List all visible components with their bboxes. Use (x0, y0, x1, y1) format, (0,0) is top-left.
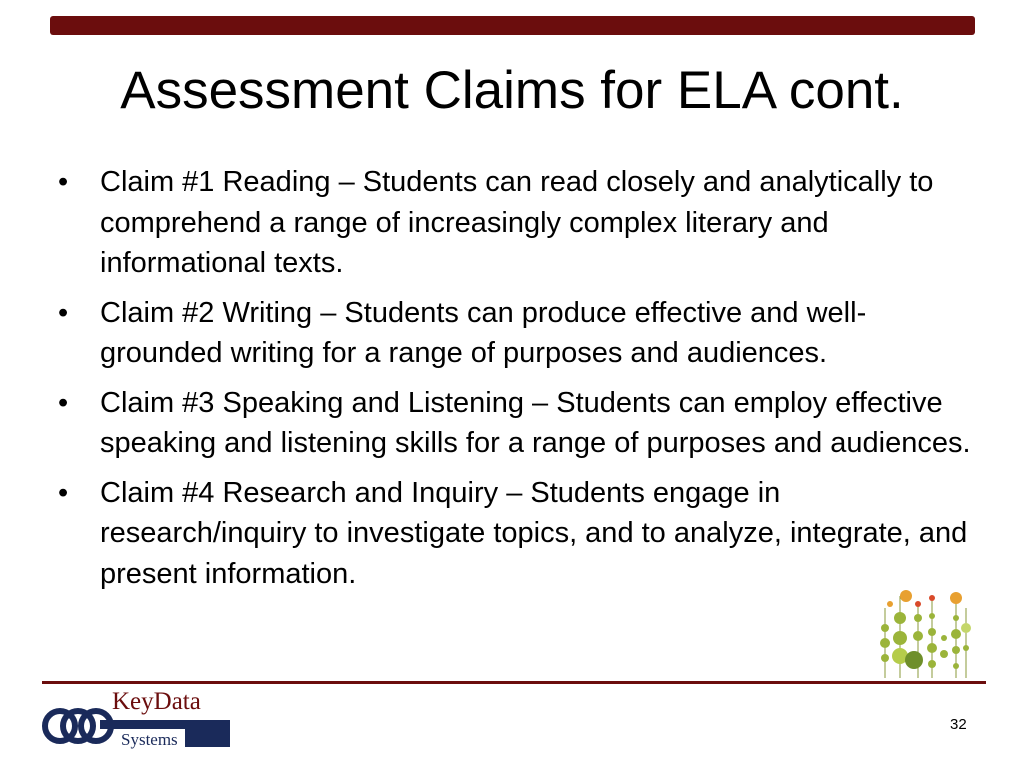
claim-text: Claim #4 Research and Inquiry – Students engage in research/inquiry to investigate topics, and to analyze, integrate, and present information. (100, 476, 968, 590)
slide-title: Assessment Claims for ELA cont. (120, 61, 904, 120)
logo-keydata-text: KeyData (112, 688, 201, 715)
bullet-icon: • (58, 296, 69, 329)
top-accent-bar (50, 16, 975, 35)
footer-divider (42, 681, 986, 684)
list-item (58, 473, 978, 595)
list-item (58, 162, 978, 284)
bullet-icon: • (58, 386, 69, 419)
page-number: 32 (950, 716, 967, 733)
claim-text: Claim #3 Speaking and Listening – Students can employ effective speaking and listening skills for a range of purposes and audiences. (100, 386, 971, 459)
claim-text: Claim #1 Reading – Students can read closely and analytically to comprehend a range of increasingly complex literary and informational texts. (100, 166, 934, 279)
list-item (58, 383, 978, 464)
claim-text: Claim #2 Writing – Students can produce effective and well-grounded writing for a range of purposes and audiences. (100, 296, 867, 369)
dots-decoration-icon (870, 588, 980, 680)
bullet-icon: • (58, 166, 69, 198)
logo-systems-text: Systems (121, 730, 178, 749)
claims-list (58, 162, 978, 603)
list-item (58, 293, 978, 374)
bullet-icon: • (58, 476, 69, 509)
